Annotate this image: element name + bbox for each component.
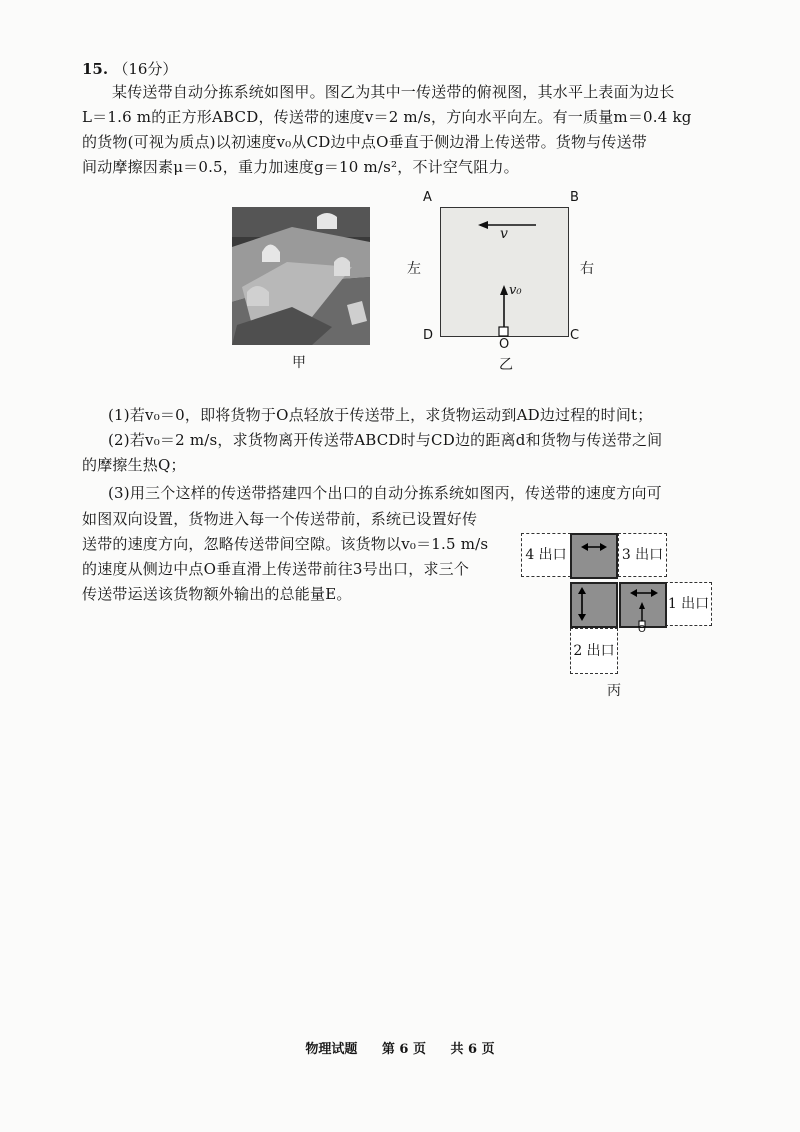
caption-jia: 甲 bbox=[292, 355, 306, 371]
intro-line-4: 间动摩擦因素μ＝0.5，重力加速度g＝10 m/s²，不计空气阻力。 bbox=[82, 158, 519, 176]
bidirectional-arrows bbox=[570, 533, 670, 643]
question-number-label: 15. bbox=[82, 60, 109, 78]
caption-bing: 丙 bbox=[607, 683, 621, 699]
question-points: （16分） bbox=[113, 60, 178, 78]
part-3-line-4: 的速度从侧边中点O垂直滑上传送带前往3号出口，求三个 bbox=[82, 560, 470, 578]
part-3-line-1: (3)用三个这样的传送带搭建四个出口的自动分拣系统如图丙，传送带的速度方向可 bbox=[108, 484, 662, 502]
belt-velocity-label: v bbox=[500, 226, 508, 242]
corner-c-label: C bbox=[570, 328, 580, 343]
intro-line-1: 某传送带自动分拣系统如图甲。图乙为其中一传送带的俯视图，其水平上表面为边长 bbox=[112, 83, 675, 101]
right-direction-label: 右 bbox=[580, 261, 594, 277]
part-1: (1)若v₀＝0，即将货物于O点轻放于传送带上，求货物运动到AD边过程的时间t； bbox=[108, 406, 653, 424]
footer-total: 共 6 页 bbox=[450, 1042, 495, 1057]
part-2-line-2: 的摩擦生热Q； bbox=[82, 456, 186, 474]
horizontal-double-arrow-icon bbox=[630, 589, 658, 597]
exit-1-label: 1 出口 bbox=[667, 596, 710, 612]
photo-figure-jia bbox=[232, 207, 370, 345]
corner-d-label: D bbox=[423, 328, 434, 343]
part-3-line-3: 送带的速度方向，忽略传送带间空隙。该货物以v₀＝1.5 m/s bbox=[82, 535, 489, 553]
exit-4-label: 4 出口 bbox=[525, 547, 567, 563]
left-direction-label: 左 bbox=[407, 261, 421, 277]
part-3-line-5: 传送带运送该货物额外输出的总能量E。 bbox=[82, 585, 352, 603]
corner-a-label: A bbox=[423, 190, 432, 205]
caption-yi: 乙 bbox=[499, 357, 513, 373]
cargo-box-icon bbox=[499, 327, 508, 336]
point-o-bing-label: O bbox=[638, 624, 646, 635]
part-3-line-2: 如图双向设置，货物进入每一个传送带前，系统已设置好传 bbox=[82, 510, 478, 528]
exit-4-box bbox=[521, 533, 571, 577]
intro-line-3: 的货物(可视为质点)以初速度v₀从CD边中点O垂直于侧边滑上传送带。货物与传送带 bbox=[82, 133, 647, 151]
page-footer bbox=[0, 1038, 800, 1057]
vertical-double-arrow-icon bbox=[578, 587, 586, 621]
point-o-label: O bbox=[499, 337, 510, 352]
corner-b-label: B bbox=[570, 190, 579, 205]
initial-velocity-label: v₀ bbox=[509, 283, 522, 298]
exit-1-box bbox=[665, 582, 712, 626]
part-2-line-1: (2)若v₀＝2 m/s，求货物离开传送带ABCD时与CD边的距离d和货物与传送带之间 bbox=[108, 431, 663, 449]
horizontal-double-arrow-icon bbox=[581, 543, 607, 551]
footer-page: 第 6 页 bbox=[381, 1042, 426, 1057]
footer-subject: 物理试题 bbox=[305, 1042, 358, 1057]
exit-2-label: 2 出口 bbox=[573, 643, 615, 659]
intro-line-2: L＝1.6 m的正方形ABCD，传送带的速度v＝2 m/s，方向水平向左。有一质量m＝0.4 kg bbox=[82, 108, 692, 126]
exit-3-label: 3 出口 bbox=[621, 547, 664, 563]
question-number bbox=[82, 58, 177, 79]
